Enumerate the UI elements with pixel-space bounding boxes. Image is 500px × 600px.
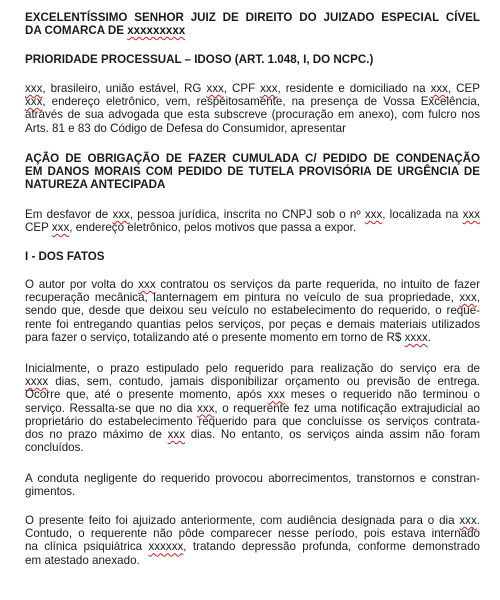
court-address-line: DA COMARCA DE xxxxxxxxx [25, 24, 186, 38]
court-address [25, 11, 480, 37]
paragraph-line: dos no prazo máximo de xxx dias. No entanto, os serviços ainda assim não foram [25, 427, 480, 441]
paragraph-line: Ocorre que, até o presente momento, após xxx meses o requerido não terminou o [25, 388, 480, 402]
paragraph-line: para fazer o serviço, totalizando até o presente momento em torno de R$ xxxx. [25, 330, 432, 344]
paragraph-line: CEP xxx, endereço eletrônico, pelos motivos que passa a expor. [25, 221, 357, 235]
action-title-line: AÇÃO DE OBRIGAÇÃO DE FAZER CUMULADA C/ PEDIDO DE CONDENAÇÃO [25, 152, 480, 165]
paragraph-line: O autor por volta do xxx contratou os serviços da parte requerida, no intuito de fazer [25, 278, 480, 291]
paragraph-line: em atestado anexado. [25, 553, 140, 567]
paragraph-line: concluídos. [25, 441, 84, 455]
paragraph-line: proprietário do estabelecimento requerido para que concluísse os serviços contrata- [25, 414, 480, 428]
priority-heading [25, 53, 480, 66]
court-address-line: EXCELENTÍSSIMO SENHOR JUIZ DE DIREITO DO JUIZADO ESPECIAL CÍVEL [25, 11, 480, 24]
defendant-paragraph [25, 208, 480, 234]
paragraph-line: sendo que, desde que deixou seu veículo no estabelecimento do requerido, o reque- [25, 304, 480, 318]
paragraph-line: xxx, endereço eletrônico, vem, respeitosamente, na presença de Vossa Excelência, [25, 95, 480, 109]
priority-line: PRIORIDADE PROCESSUAL – IDOSO (ART. 1.048, I, DO NCPC.) [25, 53, 374, 66]
paragraph-line: Contudo, o requerente não pôde comparecer nesse período, pois estava internado [25, 527, 480, 541]
paragraph-line: xxx, brasileiro, união estável, RG xxx, CPF xxx, residente e domiciliado na xxx, CEP [25, 82, 480, 95]
action-title-line: NATUREZA ANTECIPADA [25, 178, 166, 192]
action-title [25, 152, 480, 192]
paragraph-line: na clínica psiquiátrica xxxxxx, tratando depressão profunda, conforme demonstrado [25, 540, 480, 554]
facts-paragraph-1 [25, 278, 480, 344]
paragraph-line: O presente feito foi ajuizado anteriormente, com audiência designada para o dia xxx. [25, 514, 480, 527]
paragraph-line: rente foi entregando quantias pelos serviços, por peças e demais materiais utilizados [25, 317, 480, 331]
facts-paragraph-2 [25, 362, 480, 454]
facts-paragraph-4 [25, 514, 480, 567]
facts-paragraph-3 [25, 472, 480, 498]
section-title-line: I - DOS FATOS [25, 250, 105, 263]
paragraph-line: recuperação mecânica, lanternagem em pintura no veículo de sua propriedade, xxx, [25, 291, 480, 305]
paragraph-line: Em desfavor de xxx, pessoa jurídica, inscrita no CNPJ sob o nº xxx, localizada na xxx [25, 208, 480, 221]
paragraph-line: Arts. 81 e 83 do Código de Defesa do Consumidor, apresentar [25, 121, 346, 135]
section-title [25, 250, 480, 263]
qualification-paragraph [25, 82, 480, 135]
paragraph-line: serviço. Ressalta-se que no dia xxx, o requerente fez uma notificação extrajudicial ao [25, 401, 480, 415]
paragraph-line: através de sua advogada que esta subscreve (procuração em anexo), com fulcro nos [25, 108, 480, 122]
paragraph-line: A conduta negligente do requerido provocou aborrecimentos, transtornos e constran- [25, 472, 480, 485]
action-title-line: EM DANOS MORAIS COM PEDIDO DE TUTELA PROVISÓRIA DE URGÊNCIA DE [25, 165, 480, 179]
paragraph-line: Inicialmente, o prazo estipulado pelo requerido para realização do serviço era de [25, 362, 480, 375]
paragraph-line: xxxx dias, sem, contudo, jamais disponibilizar orçamento ou previsão de entrega. [25, 375, 480, 389]
paragraph-line: gimentos. [25, 485, 76, 499]
